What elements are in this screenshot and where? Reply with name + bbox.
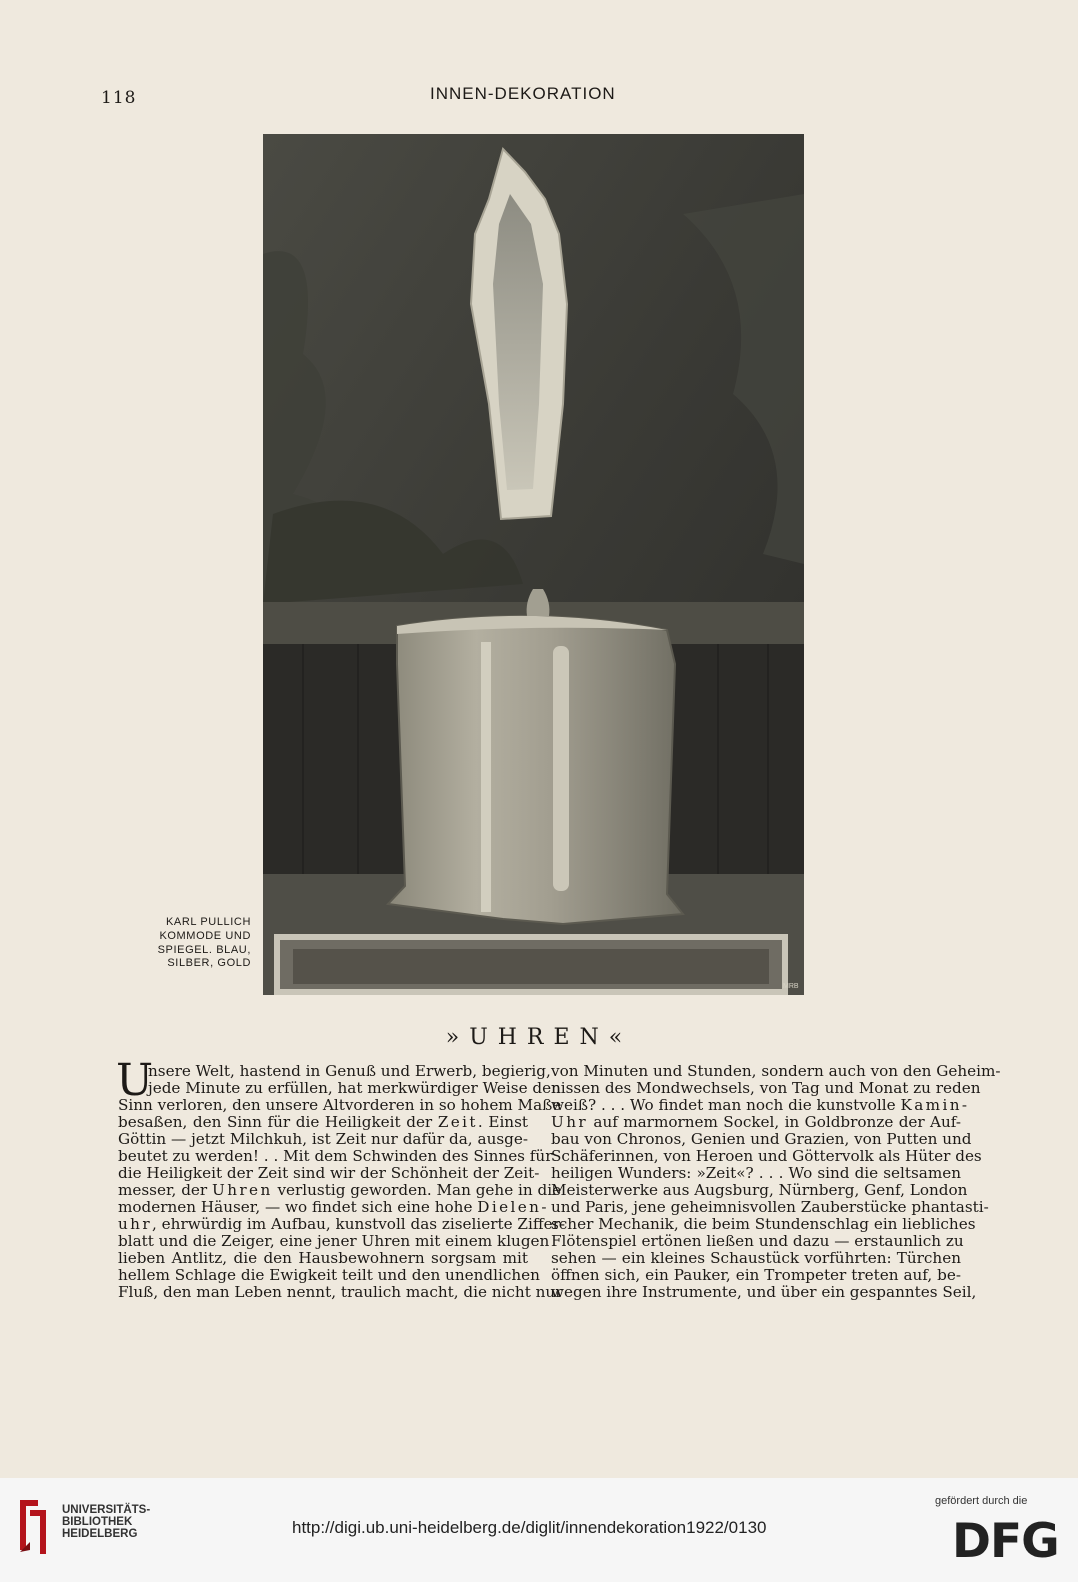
plate-caption (130, 916, 251, 971)
viewer-footer (0, 1478, 1078, 1582)
photo-plate (263, 134, 804, 995)
text-line: jede Minute zu erfüllen, hat merkwürdiger Weise den (148, 1079, 561, 1097)
spaced-word: Dielen- (477, 1198, 549, 1216)
article-column-left (116, 1055, 565, 1301)
permalink-url[interactable]: http://digi.ub.uni-heidelberg.de/diglit/innendekoration1922/0130 (292, 1518, 767, 1537)
text-line: scher Mechanik, die beim Stundenschlag ein liebliches (551, 1215, 976, 1233)
dfg-logo: DFG (952, 1514, 1059, 1569)
spaced-word: Kamin- (900, 1096, 970, 1114)
text-line: Sinn verloren, den unsere Altvorderen in so hohem Maße (118, 1096, 562, 1114)
text-line: modernen Häuser, — wo findet sich eine hohe Dielen- (118, 1198, 549, 1216)
spaced-word: uhr (118, 1215, 153, 1233)
caption-line: SPIEGEL. BLAU, (157, 943, 251, 956)
funded-by-label: gefördert durch die (935, 1495, 1028, 1507)
drop-cap: U (116, 1055, 154, 1106)
article-column-right (551, 1062, 1001, 1301)
text-line: beutet zu werden! . . Mit dem Schwinden des Sinnes für (118, 1147, 553, 1165)
text-line: öffnen sich, ein Pauker, ein Trompeter treten auf, be- (551, 1266, 961, 1284)
photo-monogram: MRB (783, 983, 799, 990)
caption-line: SILBER, GOLD (167, 957, 251, 970)
text-line: Göttin — jetzt Milchkuh, ist Zeit nur dafür da, ausge- (118, 1130, 528, 1148)
text-line: heiligen Wunders: »Zeit«? . . . Wo sind die seltsamen (551, 1164, 961, 1182)
text-line: Meisterwerke aus Augsburg, Nürnberg, Genf, London (551, 1181, 968, 1199)
text-line: blatt und die Zeiger, eine jener Uhren mit einem klugen (118, 1232, 550, 1250)
cabinet-mirror-photo (263, 134, 804, 995)
text-line: wegen ihre Instrumente, und über ein gespanntes Seil, (551, 1283, 977, 1301)
page-number: 118 (101, 88, 137, 108)
text-line: von Minuten und Stunden, sondern auch von den Geheim- (551, 1062, 1001, 1080)
text-line: uhr, ehrwürdig im Aufbau, kunstvoll das ziselierte Ziffer- (118, 1215, 565, 1233)
text-line: Schäferinnen, von Heroen und Göttervolk als Hüter des (551, 1147, 982, 1165)
text-line: hellem Schlage die Ewigkeit teilt und den unendlichen (118, 1266, 540, 1284)
spaced-word: Zeit (437, 1113, 478, 1131)
text-line: und Paris, jene geheimnisvollen Zauberstücke phantasti- (551, 1198, 989, 1216)
text-line: messer, der Uhren verlustig geworden. Man gehe in die (118, 1181, 562, 1199)
text-line: Uhr auf marmornem Sockel, in Goldbronze der Auf- (551, 1113, 961, 1131)
caption-line: KARL PULLICH (165, 916, 251, 928)
text-line: die Heiligkeit der Zeit sind wir der Schönheit der Zeit- (118, 1164, 540, 1182)
text-line: sehen — ein kleines Schaustück vorführten: Türchen (551, 1249, 961, 1267)
text-line: besaßen, den Sinn für die Heiligkeit der Zeit. Einst (118, 1113, 528, 1131)
text-line: weiß? . . . Wo findet man noch die kunstvolle Kamin- (551, 1096, 970, 1114)
text-line: nissen des Mondwechsels, von Tag und Monat zu reden (551, 1079, 981, 1097)
running-title: INNEN-DEKORATION (430, 84, 616, 103)
text-line: Fluß, den man Leben nennt, traulich macht, die nicht nur (118, 1283, 563, 1301)
spaced-word: Uhr (551, 1113, 589, 1131)
article-heading: »UHREN« (445, 1025, 633, 1050)
spaced-word: Uhren (212, 1181, 273, 1199)
university-library-logo-icon (16, 1494, 50, 1558)
text-line: bau von Chronos, Genien und Grazien, von Putten und (551, 1130, 972, 1148)
text-line: Flötenspiel ertönen ließen und dazu — erstaunlich zu (551, 1232, 964, 1250)
caption-line: KOMMODE UND (159, 929, 251, 942)
text-line: nsere Welt, hastend in Genuß und Erwerb, begierig, (148, 1062, 551, 1080)
library-name: UNIVERSITÄTS- BIBLIOTHEK HEIDELBERG (62, 1504, 151, 1540)
text-line: lieben Antlitz, die den Hausbewohnern sorgsam mit (118, 1249, 528, 1267)
